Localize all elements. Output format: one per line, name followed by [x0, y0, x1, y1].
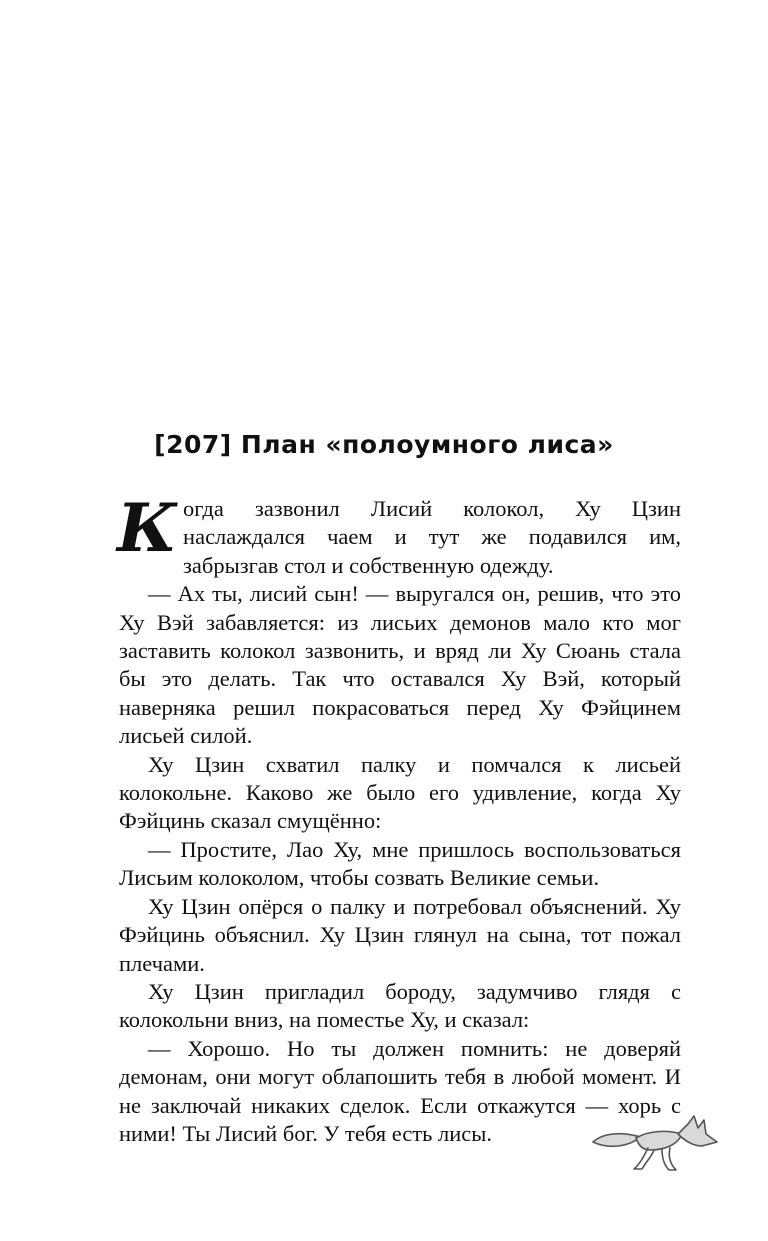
chapter-title: [207] План «полоумного лиса» [154, 430, 614, 459]
fox-icon [590, 1112, 722, 1174]
paragraph [117, 489, 681, 580]
paragraph: — Ах ты, лисий сын! — выругался он, решив, что это Ху Вэй забавляется: из лисьих демонов мало кто мог заставить колокол зазвонить, и вряд ли Ху Сюань стала бы это делать. Так что оставался Ху Вэй, который наверняка решил покрасоваться перед Ху Фэйцинем лисьей силой. [119, 581, 681, 749]
paragraph: Ху Цзин опёрся о палку и потребовал объяснений. Ху Фэйцинь объяснил. Ху Цзин глянул на сына, тот пожал плечами. [119, 893, 681, 976]
drop-cap: К [117, 489, 178, 567]
chapter-body [117, 489, 681, 1148]
paragraph: — Простите, Лао Ху, мне пришлось воспользоваться Лисьим колоколом, чтобы созвать Великие семьи. [119, 836, 681, 891]
paragraph: Ху Цзин схватил палку и помчался к лисьей колокольне. Каково же было его удивление, когда Ху Фэйцинь сказал смущённо: [119, 751, 681, 834]
paragraph-text: огда зазвонил Лисий колокол, Ху Цзин наслаждался чаем и тут же подавился им, забрызгав стол и собственную одежду. [183, 496, 681, 578]
paragraph: — Хорошо. Но ты должен помнить: не доверяй демонам, они могут облапошить тебя в любой момент. И не заключай никаких сделок. Если откажутся — хорь с ними! Ты Лисий бог. У тебя есть лисы. [119, 1035, 681, 1146]
paragraph: Ху Цзин пригладил бороду, задумчиво глядя с колокольни вниз, на поместье Ху, и сказал: [119, 978, 681, 1033]
